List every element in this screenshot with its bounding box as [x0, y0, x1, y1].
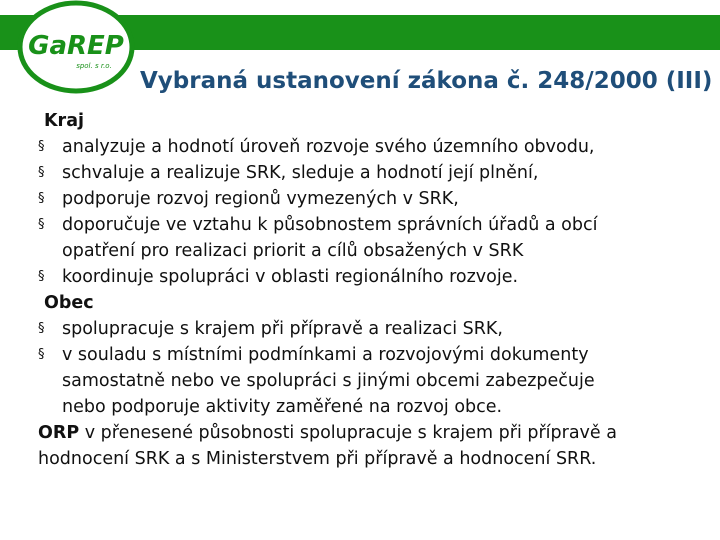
list-item: § schvaluje a realizuje SRK, sleduje a hodnotí její plnění, [38, 160, 698, 186]
bullet-icon: § [38, 165, 45, 180]
list-item: § podporuje rozvoj regionů vymezených v SRK, [38, 186, 698, 212]
list-item-continuation: samostatně nebo ve spolupráci s jinými obcemi zabezpečuje [62, 371, 595, 391]
list-item-continuation: nebo podporuje aktivity zaměřené na rozvoj obce. [62, 397, 503, 417]
orp-line-2: hodnocení SRK a s Ministerstvem při přípravě a hodnocení SRR. [38, 449, 597, 469]
garep-logo [16, 0, 136, 94]
list-item: § doporučuje ve vztahu k působnostem správních úřadů a obcí [38, 212, 698, 238]
slide-content [38, 108, 698, 472]
page-title: Vybraná ustanovení zákona č. 248/2000 (III) [140, 68, 713, 94]
orp-paragraph [38, 420, 698, 446]
bullet-icon: § [38, 321, 45, 336]
bullet-icon: § [38, 269, 45, 284]
bullet-icon: § [38, 139, 45, 154]
bullet-icon: § [38, 191, 45, 206]
list-item-continuation: opatření pro realizaci priorit a cílů obsažených v SRK [62, 241, 524, 261]
list-item: § spolupracuje s krajem při přípravě a realizaci SRK, [38, 316, 698, 342]
kraj-heading: Kraj [44, 111, 84, 131]
list-item: § koordinuje spolupráci v oblasti regionálního rozvoje. [38, 264, 698, 290]
list-item: § analyzuje a hodnotí úroveň rozvoje svého územního obvodu, [38, 134, 698, 160]
list-item: § v souladu s místními podmínkami a rozvojovými dokumenty [38, 342, 698, 368]
bullet-icon: § [38, 347, 45, 362]
logo-subtext: spol. s r.o. [76, 62, 112, 70]
bullet-icon: § [38, 217, 45, 232]
obec-heading: Obec [44, 293, 94, 313]
orp-line-1: v přenesené působnosti spolupracuje s krajem při přípravě a [79, 423, 617, 443]
orp-label: ORP [38, 423, 80, 443]
logo-text: GaREP [28, 31, 124, 61]
